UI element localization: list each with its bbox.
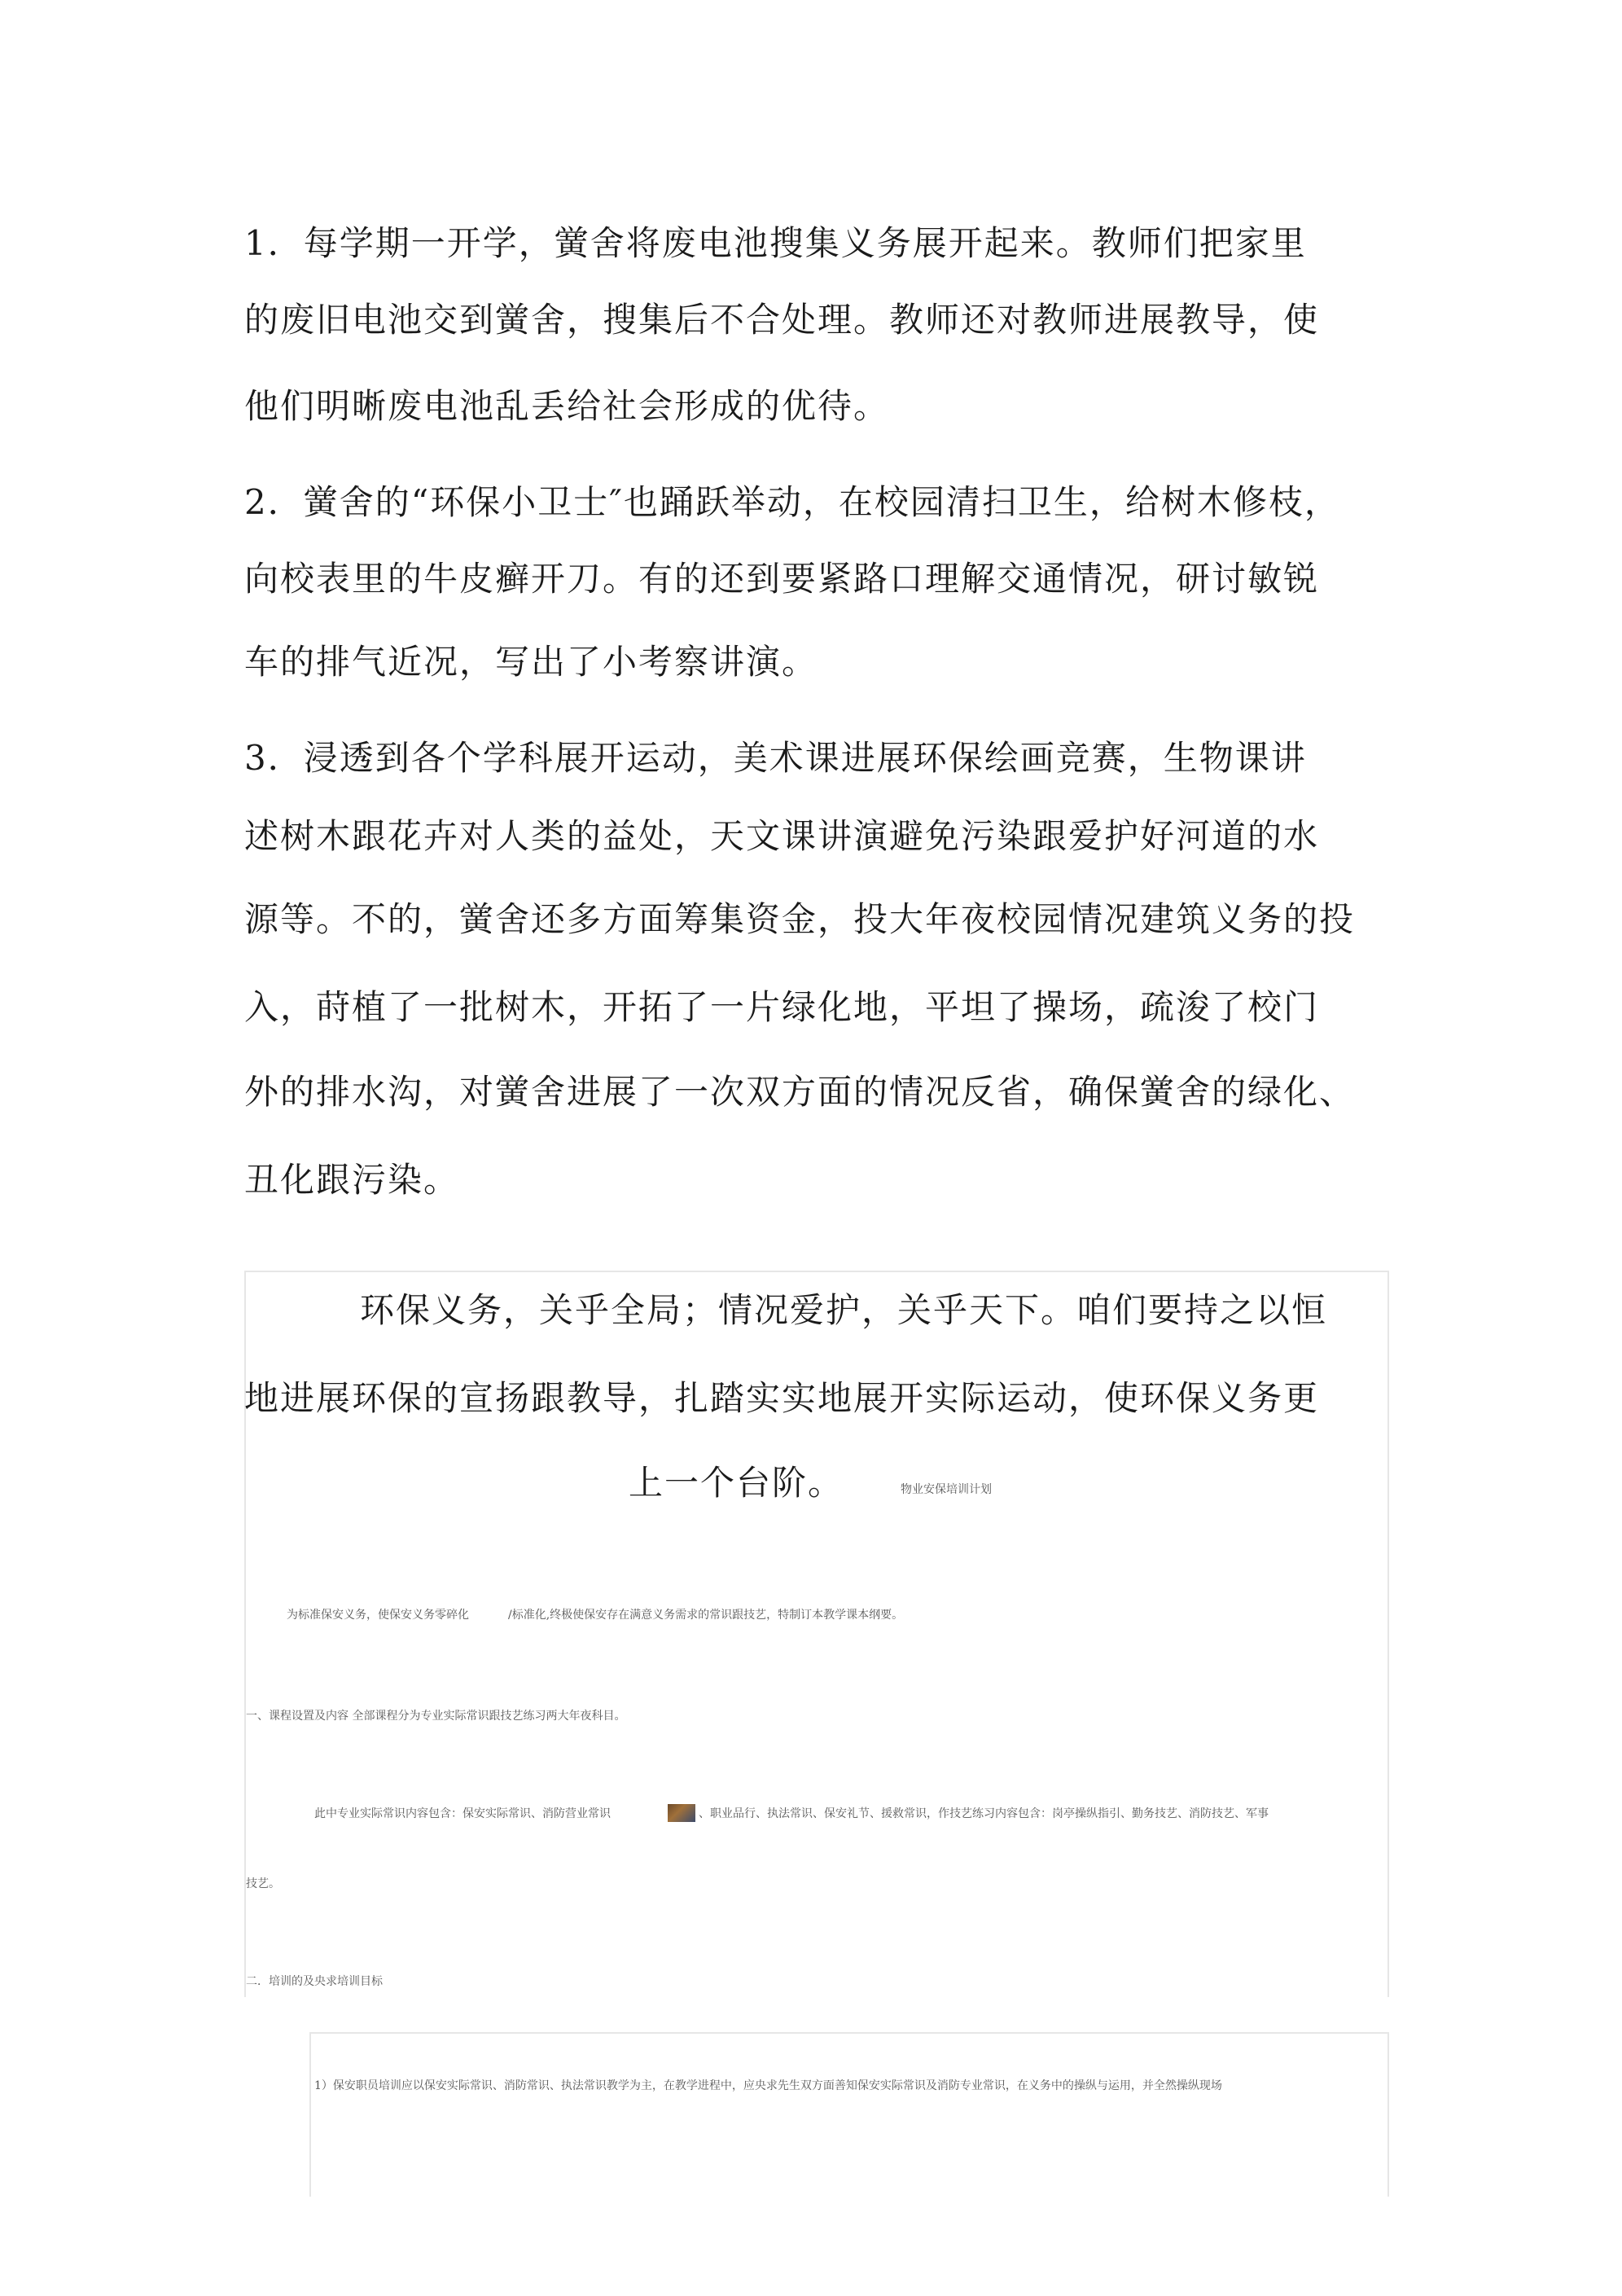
small-image-thumbnail bbox=[668, 1804, 695, 1822]
p1-line-2: 的废旧电池交到黉舍，搜集后不合处理。教师还对教师进展教导，使 bbox=[244, 300, 1320, 340]
p2-line-3: 车的排气近况，写出了小考察讲演。 bbox=[244, 642, 818, 682]
closing-line-1: 环保义务，关乎全局；情况爱护，关乎天下。咱们要持之以恒 bbox=[360, 1290, 1328, 1330]
p1-line-1: 1．每学期一开学，黉舍将废电池搜集义务展开起来。教师们把家里 bbox=[244, 223, 1307, 263]
p3-line-1: 3．浸透到各个学科展开运动，美术课进展环保绘画竞赛，生物课讲 bbox=[244, 738, 1307, 778]
p3-line-6: 丑化跟污染。 bbox=[244, 1160, 460, 1200]
overlay-content-c: 技艺。 bbox=[246, 1877, 280, 1890]
overlay-content-b: 、职业品行、执法常识、保安礼节、援救常识，作技艺练习内容包含：岗亭操纵指引、勤务技艺、消防技艺、军事 bbox=[699, 1807, 1269, 1820]
p3-line-4: 入，莳植了一批树木，开拓了一片绿化地，平坦了操场，疏浚了校门 bbox=[244, 987, 1320, 1027]
overlay-intro-b: /标准化,终极使保安存在满意义务需求的常识跟技艺，特制订本教学课本纲要。 bbox=[508, 1609, 904, 1622]
closing-line-2: 地进展环保的宣扬跟教导，扎踏实实地展开实际运动，使环保义务更 bbox=[244, 1378, 1320, 1418]
overlay-item-1: 1）保安职员培训应以保安实际常识、消防常识、执法常识教学为主，在教学进程中，应央求先生双方面善知保安实际常识及消防专业常识，在义务中的操纵与运用，并全然操纵现场 bbox=[314, 2079, 1222, 2092]
overlay-intro-a: 为标准保安义务，使保安义务零碎化 bbox=[287, 1609, 469, 1622]
overlay-section-1: 一、课程设置及内容 全部课程分为专业实际常识跟技艺练习两大年夜科目。 bbox=[246, 1710, 626, 1723]
overlay-section-2: 二．培训的及央求培训目标 bbox=[246, 1975, 383, 1988]
closing-line-3: 上一个台阶。 bbox=[629, 1463, 844, 1503]
p1-line-3: 他们明晰废电池乱丢给社会形成的优待。 bbox=[244, 386, 890, 426]
p2-line-1: 2．黉舍的“环保小卫士″也踊跃举动，在校园清扫卫生，给树木修枝， bbox=[244, 482, 1340, 522]
p3-line-5: 外的排水沟，对黉舍进展了一次双方面的情况反省，确保黉舍的绿化、 bbox=[244, 1072, 1356, 1112]
p3-line-2: 述树木跟花卉对人类的益处，天文课讲演避免污染跟爱护好河道的水 bbox=[244, 816, 1320, 856]
overlay-title: 物业安保培训计划 bbox=[901, 1483, 992, 1496]
overlay-frame-lower bbox=[309, 2032, 1389, 2197]
p2-line-2: 向校表里的牛皮癣开刀。有的还到要紧路口理解交通情况，研讨敏锐 bbox=[244, 559, 1320, 599]
overlay-content-a: 此中专业实际常识内容包含：保安实际常识、消防营业常识 bbox=[314, 1807, 611, 1820]
p3-line-3: 源等。不的，黉舍还多方面筹集资金，投大年夜校园情况建筑义务的投 bbox=[244, 899, 1356, 939]
